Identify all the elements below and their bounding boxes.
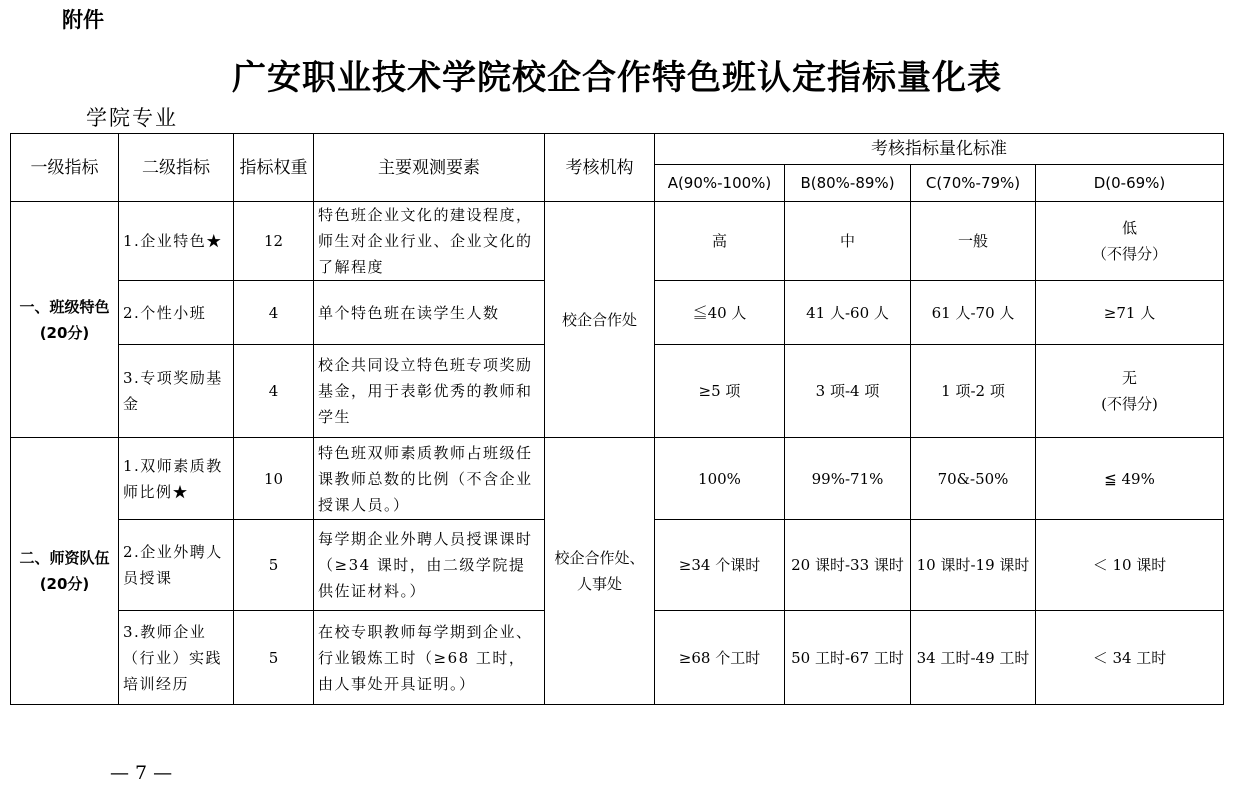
- grade-b-cell: 50 工时-67 工时: [785, 611, 911, 705]
- weight-cell: 12: [234, 202, 314, 281]
- grade-a-cell: ≥68 个工时: [655, 611, 785, 705]
- agency-cell: 校企合作处、人事处: [545, 438, 655, 705]
- header-grade-d: D(0-69%): [1036, 165, 1224, 202]
- table-row: [11, 438, 1224, 520]
- header-observation: 主要观测要素: [314, 134, 545, 202]
- weight-cell: 4: [234, 281, 314, 345]
- grade-d-value: 无: [1121, 369, 1137, 387]
- grade-d-note: （不得分）: [1091, 245, 1167, 263]
- grade-d-cell: ＜ 34 工时: [1036, 611, 1224, 705]
- weight-cell: 5: [234, 520, 314, 611]
- grade-d-cell: [1036, 202, 1224, 281]
- header-standard: 考核指标量化标准: [655, 134, 1224, 165]
- header-level1: 一级指标: [11, 134, 119, 202]
- header-grade-b: B(80%-89%): [785, 165, 911, 202]
- grade-d-value: 低: [1121, 219, 1137, 237]
- grade-a-value: 高: [711, 232, 727, 250]
- grade-c-cell: 10 课时-19 课时: [911, 520, 1036, 611]
- grade-c-cell: 61 人-70 人: [911, 281, 1036, 345]
- level1-cell: 一、班级特色(20分): [11, 202, 119, 438]
- agency-cell: 校企合作处: [545, 202, 655, 438]
- observation-cell: 校企共同设立特色班专项奖励基金，用于表彰优秀的教师和学生: [314, 345, 545, 438]
- observation-cell: 特色班企业文化的建设程度，师生对企业行业、企业文化的了解程度: [314, 202, 545, 281]
- grade-b-value: 中: [839, 232, 855, 250]
- grade-a-cell: ≥34 个课时: [655, 520, 785, 611]
- weight-cell: 5: [234, 611, 314, 705]
- grade-c-cell: 1 项-2 项: [911, 345, 1036, 438]
- grade-d-cell: [1036, 345, 1224, 438]
- observation-cell: 特色班双师素质教师占班级任课教师总数的比例（不含企业授课人员。）: [314, 438, 545, 520]
- grade-d-note: (不得分): [1101, 395, 1158, 413]
- grade-d-cell: ≥71 人: [1036, 281, 1224, 345]
- level2-cell: 1.双师素质教师比例★: [119, 438, 234, 520]
- header-weight: 指标权重: [234, 134, 314, 202]
- table-row: [11, 202, 1224, 281]
- level2-cell: 3.教师企业（行业）实践培训经历: [119, 611, 234, 705]
- grade-a-cell: ≦40 人: [655, 281, 785, 345]
- observation-cell: 在校专职教师每学期到企业、行业锻炼工时（≥68 工时，由人事处开具证明。）: [314, 611, 545, 705]
- header-grade-c: C(70%-79%): [911, 165, 1036, 202]
- college-major-label: 学院专业: [86, 106, 178, 130]
- grade-b-cell: 99%-71%: [785, 438, 911, 520]
- grade-d-cell: ≦ 49%: [1036, 438, 1224, 520]
- observation-cell: 单个特色班在读学生人数: [314, 281, 545, 345]
- grade-c-cell: 34 工时-49 工时: [911, 611, 1036, 705]
- level1-cell: 二、师资队伍(20分): [11, 438, 119, 705]
- observation-cell: 每学期企业外聘人员授课课时（≥34 课时，由二级学院提供佐证材料。）: [314, 520, 545, 611]
- grade-c-value: 一般: [957, 232, 988, 250]
- header-grade-a: A(90%-100%): [655, 165, 785, 202]
- grade-b-cell: 20 课时-33 课时: [785, 520, 911, 611]
- grade-a-cell: ≥5 项: [655, 345, 785, 438]
- grade-c-cell: [911, 202, 1036, 281]
- grade-b-cell: 3 项-4 项: [785, 345, 911, 438]
- attachment-label: 附件: [62, 8, 104, 32]
- level2-cell: 2.企业外聘人员授课: [119, 520, 234, 611]
- grade-b-cell: [785, 202, 911, 281]
- header-level2: 二级指标: [119, 134, 234, 202]
- grade-a-cell: 100%: [655, 438, 785, 520]
- indicator-table: [10, 133, 1224, 705]
- level2-cell: 2.个性小班: [119, 281, 234, 345]
- grade-d-cell: ＜ 10 课时: [1036, 520, 1224, 611]
- grade-a-cell: [655, 202, 785, 281]
- grade-b-cell: 41 人-60 人: [785, 281, 911, 345]
- grade-c-cell: 70&-50%: [911, 438, 1036, 520]
- page-number: — 7 —: [110, 762, 173, 784]
- weight-cell: 4: [234, 345, 314, 438]
- weight-cell: 10: [234, 438, 314, 520]
- page-title: 广安职业技术学院校企合作特色班认定指标量化表: [232, 58, 1002, 98]
- header-agency: 考核机构: [545, 134, 655, 202]
- level2-cell: 1.企业特色★: [119, 202, 234, 281]
- level2-cell: 3.专项奖励基金: [119, 345, 234, 438]
